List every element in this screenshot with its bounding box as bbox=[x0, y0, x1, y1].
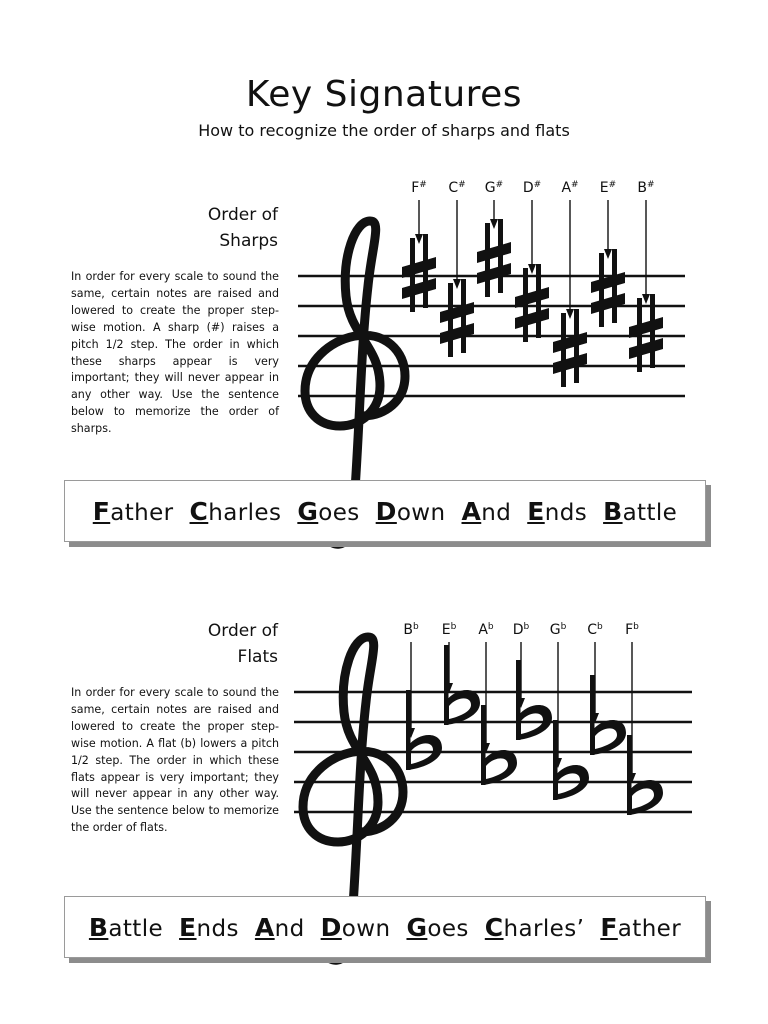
flats-word-rest: oes bbox=[427, 915, 469, 942]
sharps-word-rest: nds bbox=[544, 499, 588, 526]
sharps-word-initial: C bbox=[189, 496, 209, 526]
flats-heading-line1: Order of bbox=[207, 621, 278, 641]
flats-word-initial: D bbox=[320, 912, 342, 942]
sharps-word-rest: own bbox=[396, 499, 446, 526]
sharp-sign-icon bbox=[402, 234, 436, 312]
sharps-word-initial: D bbox=[375, 496, 397, 526]
flats-word bbox=[600, 913, 681, 942]
flats-word-initial: E bbox=[179, 912, 197, 942]
flats-word-initial: G bbox=[406, 912, 428, 942]
sharps-word bbox=[462, 497, 512, 526]
down-arrow-icon bbox=[415, 200, 423, 244]
sharps-word-initial: F bbox=[92, 496, 111, 526]
flats-description: In order for every scale to sound the same, certain notes are raised and lowered to create the proper step-wise motion. A flat (b) lowers a pitch 1/2 step. The order in which these flats appear is very important; they will never appear in any other way. Use the sentence below to memorize the order of flats. bbox=[71, 686, 279, 835]
sharps-word-rest: oes bbox=[318, 499, 360, 526]
accidental-label: $B^b$ bbox=[403, 622, 419, 638]
sharps-word-initial: E bbox=[527, 496, 545, 526]
flats-word bbox=[406, 913, 468, 942]
flats-word-initial: F bbox=[600, 912, 618, 942]
flats-word bbox=[321, 913, 391, 942]
flats-word bbox=[255, 913, 305, 942]
sharps-heading-line1: Order of bbox=[207, 205, 278, 225]
accidental-label: D# bbox=[522, 180, 542, 196]
sharps-heading-line2: Sharps bbox=[219, 231, 278, 251]
sharps-word-rest: nd bbox=[481, 499, 512, 526]
down-arrow-icon bbox=[566, 200, 574, 319]
sharps-word bbox=[376, 497, 446, 526]
flats-word-initial: C bbox=[484, 912, 504, 942]
sharps-word bbox=[527, 497, 587, 526]
sharps-word-rest: ather bbox=[110, 499, 174, 526]
flats-word bbox=[485, 913, 585, 942]
flats-word bbox=[89, 913, 163, 942]
flats-word-rest: nds bbox=[196, 915, 239, 942]
sharp-sign-icon bbox=[477, 219, 511, 297]
sharps-word-rest: attle bbox=[622, 499, 678, 526]
sharps-word bbox=[190, 497, 282, 526]
flats-word-rest: own bbox=[341, 915, 391, 942]
accidental-label: A# bbox=[561, 180, 579, 196]
down-arrow-icon bbox=[490, 200, 498, 229]
flats-word-initial: B bbox=[88, 912, 109, 942]
down-arrow-icon bbox=[642, 200, 650, 304]
page-title: Key Signatures bbox=[245, 74, 523, 115]
sharps-word-initial: G bbox=[297, 496, 319, 526]
flats-word-rest: ather bbox=[617, 915, 682, 942]
sharps-mnemonic-box bbox=[64, 480, 706, 542]
accidental-label: $F^b$ bbox=[625, 622, 639, 638]
sharp-sign-icon bbox=[591, 249, 625, 327]
accidental-label: $G^b$ bbox=[549, 622, 567, 638]
accidental-label: $A^b$ bbox=[478, 622, 494, 638]
flats-staff-figure bbox=[0, 612, 768, 872]
flats-heading-line2: Flats bbox=[237, 647, 278, 667]
flats-mnemonic-box bbox=[64, 896, 706, 958]
sharps-description: In order for every scale to sound the same, certain notes are raised and lowered to create the proper step-wise motion. A sharp (#) raises a pitch 1/2 step. The order in which these sharps appear is very important; they will never appear in any other way. Use the sentence below to memorize the order of sharps. bbox=[71, 270, 279, 436]
accidental-label: F# bbox=[411, 180, 427, 196]
accidental-label: $E^b$ bbox=[441, 622, 457, 638]
sharps-word-rest: harles bbox=[208, 499, 282, 526]
accidental-label: G# bbox=[484, 180, 504, 196]
accidental-label: B# bbox=[637, 180, 655, 196]
flats-word-rest: harles’ bbox=[503, 915, 585, 942]
page-subtitle: How to recognize the order of sharps and flats bbox=[198, 121, 570, 140]
sharps-word bbox=[603, 497, 677, 526]
flats-word-initial: A bbox=[254, 912, 275, 942]
sharp-sign-icon bbox=[553, 309, 587, 387]
flats-word-rest: nd bbox=[274, 915, 305, 942]
sharps-word-initial: A bbox=[461, 496, 482, 526]
down-arrow-icon bbox=[528, 200, 536, 274]
sharp-sign-icon bbox=[440, 279, 474, 357]
flats-word bbox=[179, 913, 239, 942]
sharps-staff-figure bbox=[0, 170, 768, 460]
flats-word-rest: attle bbox=[108, 915, 164, 942]
accidental-label: $C^b$ bbox=[587, 622, 603, 638]
accidental-label: $D^b$ bbox=[512, 622, 530, 638]
sharps-word-initial: B bbox=[603, 496, 623, 526]
sharps-word bbox=[297, 497, 359, 526]
down-arrow-icon bbox=[604, 200, 612, 259]
accidental-label: C# bbox=[448, 180, 466, 196]
accidental-label: E# bbox=[599, 180, 617, 196]
sharps-word bbox=[93, 497, 174, 526]
